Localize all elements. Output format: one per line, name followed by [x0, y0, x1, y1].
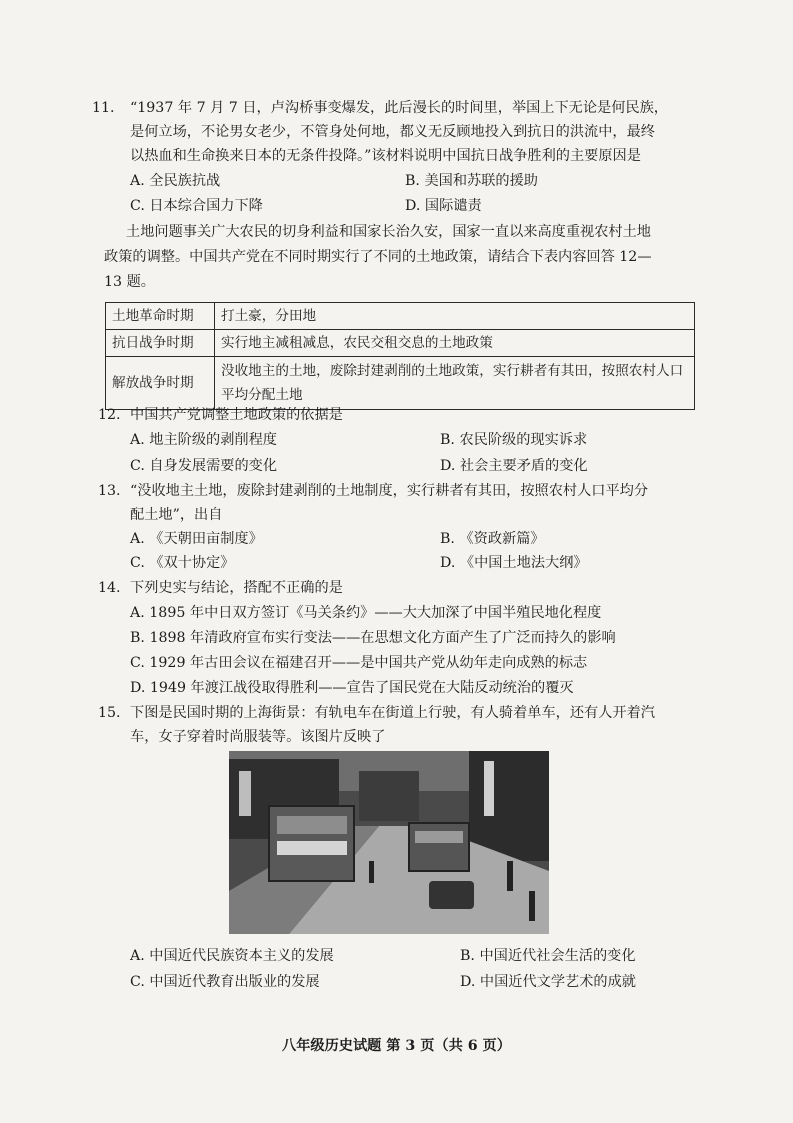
option-c: C. 1929 年古田会议在福建召开——是中国共产党从幼年走向成熟的标志	[130, 655, 588, 671]
question-text-line: “没收地主土地，废除封建剥削的土地制度，实行耕者有其田，按照农村人口平均分	[130, 483, 649, 499]
option-a: A. 1895 年中日双方签订《马关条约》——大大加深了中国半殖民地化程度	[130, 605, 602, 621]
option-c: C. 日本综合国力下降	[130, 198, 263, 214]
table-cell-policy: 没收地主的土地，废除封建剥削的土地政策，实行耕者有其田，按照农村人口平均分配土地	[215, 357, 695, 410]
option-d: D. 中国近代文学艺术的成就	[460, 974, 636, 990]
question-13	[98, 481, 718, 525]
question-stem: 中国共产党调整土地政策的依据是	[130, 407, 343, 423]
option-b: B. 中国近代社会生活的变化	[460, 948, 636, 964]
intro-text-line: 政策的调整。中国共产党在不同时期实行了不同的土地政策，请结合下表内容回答 12—	[104, 249, 652, 265]
option-b: B. 美国和苏联的援助	[405, 173, 538, 189]
intro-text-line: 土地问题事关广大农民的切身利益和国家长治久安，国家一直以来高度重视农村土地	[126, 224, 651, 240]
option-a: A. 全民族抗战	[130, 173, 221, 189]
option-a: A. 中国近代民族资本主义的发展	[130, 948, 334, 964]
option-b: B. 农民阶级的现实诉求	[440, 432, 588, 448]
question-14	[98, 578, 698, 598]
question-text-line: 配土地”，出自	[130, 507, 223, 523]
option-b: B. 1898 年清政府宣布实行变法——在思想文化方面产生了广泛而持久的影响	[130, 630, 616, 646]
question-stem: 下列史实与结论，搭配不正确的是	[130, 580, 343, 596]
table-row	[106, 357, 695, 410]
question-15	[98, 703, 718, 747]
option-d: D. 社会主要矛盾的变化	[440, 458, 588, 474]
page-footer: 八年级历史试题 第 3 页（共 6 页）	[282, 1038, 511, 1054]
table-cell-policy: 实行地主减租减息，农民交租交息的土地政策	[215, 330, 695, 357]
question-text-line: 是何立场，不论男女老少，不管身处何地，都义无反顾地投入到抗日的洪流中，最终	[130, 124, 655, 140]
option-d: D. 国际谴责	[405, 198, 482, 214]
question-text-line: 下图是民国时期的上海街景：有轨电车在街道上行驶，有人骑着单车，还有人开着汽	[130, 705, 655, 721]
question-text-line: “1937 年 7 月 7 日，卢沟桥事变爆发，此后漫长的时间里，举国上下无论是何民族，	[130, 100, 668, 116]
question-11	[92, 98, 712, 164]
question-text-line: 以热血和生命换来日本的无条件投降。”该材料说明中国抗日战争胜利的主要原因是	[130, 148, 641, 164]
question-number: 12.	[98, 407, 121, 423]
question-number: 11.	[92, 100, 115, 116]
question-12	[98, 405, 698, 425]
option-d: D. 1949 年渡江战役取得胜利——宣告了国民党在大陆反动统治的覆灭	[130, 680, 574, 696]
option-c: C. 《双十协定》	[130, 555, 235, 571]
option-b: B. 《资政新篇》	[440, 531, 545, 547]
table-row	[106, 303, 695, 330]
option-a: A. 《天朝田亩制度》	[130, 531, 263, 547]
table-row	[106, 330, 695, 357]
question-number: 15.	[98, 705, 121, 721]
table-cell-policy: 打土豪，分田地	[215, 303, 695, 330]
option-c: C. 中国近代教育出版业的发展	[130, 974, 320, 990]
question-number: 14.	[98, 580, 121, 596]
option-d: D. 《中国土地法大纲》	[440, 555, 588, 571]
question-text-line: 车，女子穿着时尚服装等。该图片反映了	[130, 729, 386, 745]
intro-text-line: 13 题。	[104, 274, 155, 290]
option-a: A. 地主阶级的剥削程度	[130, 432, 277, 448]
table-cell-period: 土地革命时期	[106, 303, 215, 330]
option-c: C. 自身发展需要的变化	[130, 458, 278, 474]
land-policy-table	[105, 302, 695, 410]
question-number: 13.	[98, 483, 121, 499]
shanghai-street-photo	[229, 751, 549, 934]
street-scene-illustration	[229, 751, 549, 934]
table-cell-period: 解放战争时期	[106, 357, 215, 410]
table-cell-period: 抗日战争时期	[106, 330, 215, 357]
